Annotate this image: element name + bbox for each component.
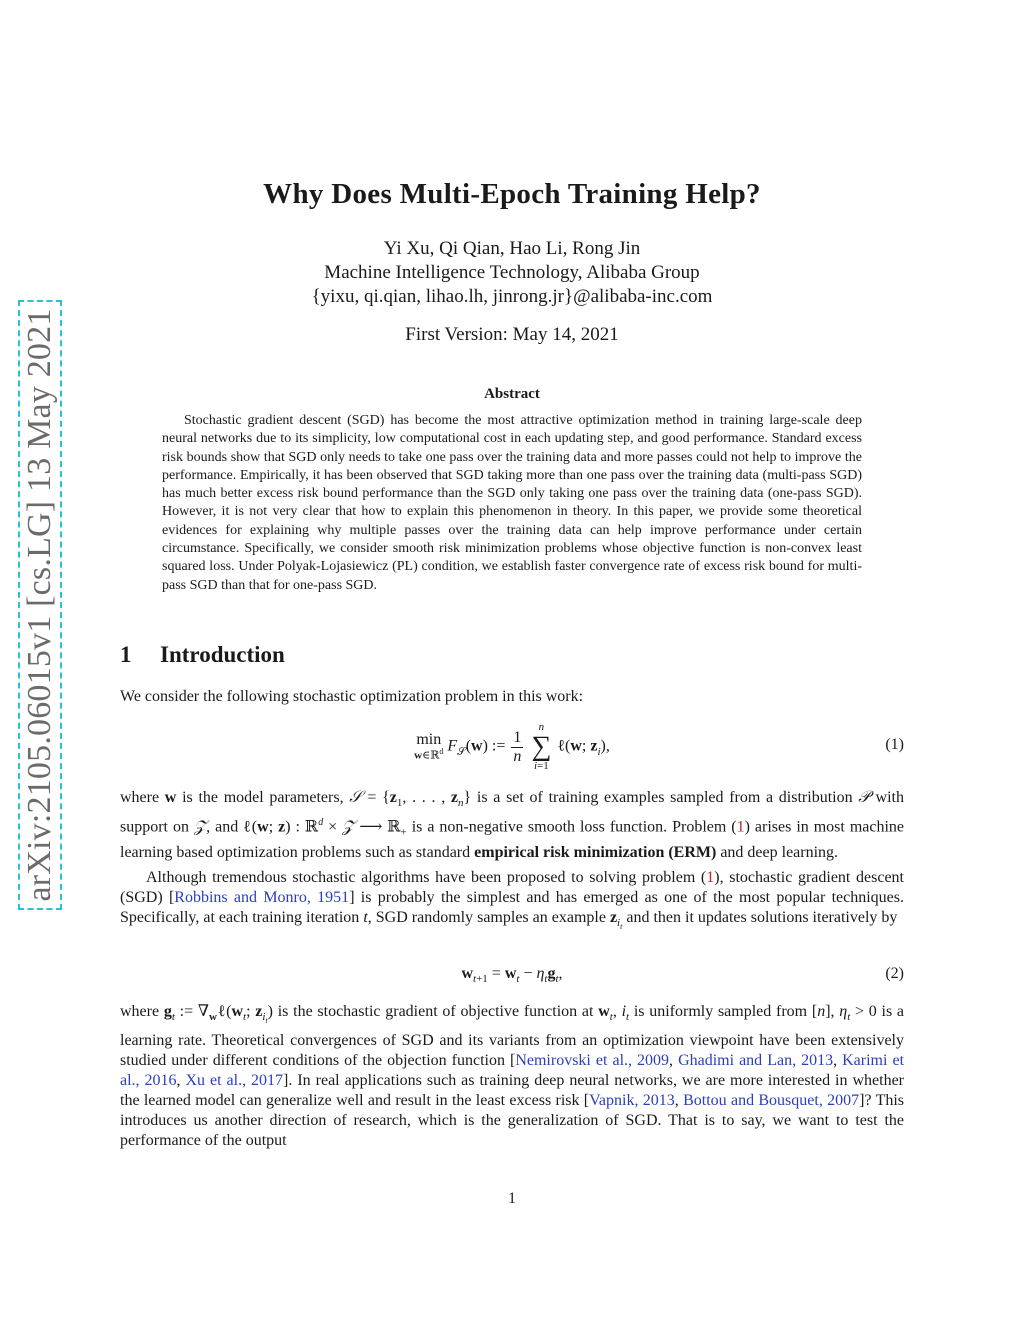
author-list: Yi Xu, Qi Qian, Hao Li, Rong Jin [383, 238, 641, 259]
abstract-heading: Abstract [484, 386, 540, 402]
section-heading [120, 642, 285, 668]
citation-xu[interactable]: Xu et al., 2017 [185, 1072, 284, 1090]
citation-ghadimi-lan[interactable]: Ghadimi and Lan, 2013 [678, 1052, 834, 1070]
affiliation: Machine Intelligence Technology, Alibaba Group [324, 262, 700, 283]
equation-1-number: (1) [885, 736, 904, 753]
equation-2-body: $w_{t+1} = w_t - \eta_tg_t$, [461, 965, 563, 986]
citation-bottou-bousquet[interactable]: Bottou and Bousquet, 2007 [683, 1092, 860, 1110]
equation-1 [120, 722, 904, 772]
page-number: 1 [508, 1190, 516, 1207]
paragraph-1: where w is the model parameters, 𝒮 = {$z_1$, . . . , $z_n$} is a set of training examples sampled from a distribution 𝒫 with support on 𝒵, and ℓ(w; z) : ℝ$^d$ × 𝒵 ⟶ ℝ$_+$ is a non-negative smooth loss function. Problem (1) arises in most machine learning based optimization problems such as standard empirical risk minimization (ERM) and deep learning. [120, 789, 905, 861]
arxiv-identifier: arXiv:2105.06015v1 [cs.LG] 13 May 2021 [21, 308, 58, 902]
paragraph-2: Although tremendous stochastic algorithms have been proposed to solving problem (1), stochastic gradient descent (SGD) [Robbins and Monro, 1951] is probably the simplest and has emerged as one of the most popular techniques. Specifically, at each training iteration t, SGD randomly samples an example $z_{i_t}$ and then it updates solutions iteratively by [120, 869, 905, 932]
section-number: 1 [120, 642, 132, 667]
citation-vapnik[interactable]: Vapnik, 2013 [589, 1092, 675, 1110]
citation-nemirovski[interactable]: Nemirovski et al., 2009 [515, 1052, 670, 1070]
equation-2 [120, 965, 904, 987]
paragraph-3: where $g_t$ := $\nabla_w\ell(w_t$; $z_{i_t}$) is the stochastic gradient of objective function at $w_t$, $i_t$ is uniformly sampled from [n], $\eta_t > 0$ is a learning rate. Theoretical convergences of SGD and its variants from an optimization viewpoint have been extensively studied under different conditions of the objection function [Nemirovski et al., 2009, Ghadimi and Lan, 2013, Karimi et al., 2016, Xu et al., 2017]. In real applications such as training deep neural networks, we are more interested in whether the learned model can generalize well and result in the least excess risk [Vapnik, 2013, Bottou and Bousquet, 2007]? This introduces us another direction of research, which is the generalization of SGD. That is to say, we want to test the performance of the output [120, 1003, 905, 1150]
abstract-text: Stochastic gradient descent (SGD) has become the most attractive optimization method in training large-scale deep neural networks due to its simplicity, low computational cost in each updating step, and good performance. Standard excess risk bounds show that SGD only needs to take one pass over the training data and more passes could not help to improve the performance. Empirically, it has been observed that SGD taking more than one pass over the training data (multi-pass SGD) has much better excess risk bound performance than the SGD only taking one pass over the training data (one-pass SGD). However, it is not very clear that how to explain this phenomenon in theory. In this paper, we provide some theoretical evidences for explaining why multiple passes over the training data can help improve performance under certain circumstance. Specifically, we consider smooth risk minimization problems whose objective function is non-convex least squared loss. Under Polyak-Lojasiewicz (PL) condition, we establish faster convergence rate of excess risk bound for multi-pass SGD than that for one-pass SGD. [162, 413, 862, 593]
equation-ref-1[interactable]: 1 [736, 818, 745, 836]
equation-2-number: (2) [885, 965, 904, 982]
citation-karimi[interactable]: Karimi et al., 2016 [120, 1052, 905, 1090]
paper-title: Why Does Multi-Epoch Training Help? [263, 178, 761, 210]
email-addresses: {yixu, qi.qian, lihao.lh, jinrong.jr}@alibaba-inc.com [311, 286, 713, 307]
citation-robbins-monro[interactable]: Robbins and Monro, 1951 [174, 889, 350, 906]
equation-1-body: min w∈ℝ$^d$ $F_𝒮(w)$ := $\frac{1}{n}$ n ∑ i=1 ℓ(w; $z_i$), [414, 721, 610, 772]
intro-sentence: We consider the following stochastic optimization problem in this work: [120, 688, 584, 705]
equation-ref-1b[interactable]: 1 [706, 869, 715, 886]
version-date: First Version: May 14, 2021 [405, 324, 619, 345]
section-title: Introduction [160, 642, 285, 667]
